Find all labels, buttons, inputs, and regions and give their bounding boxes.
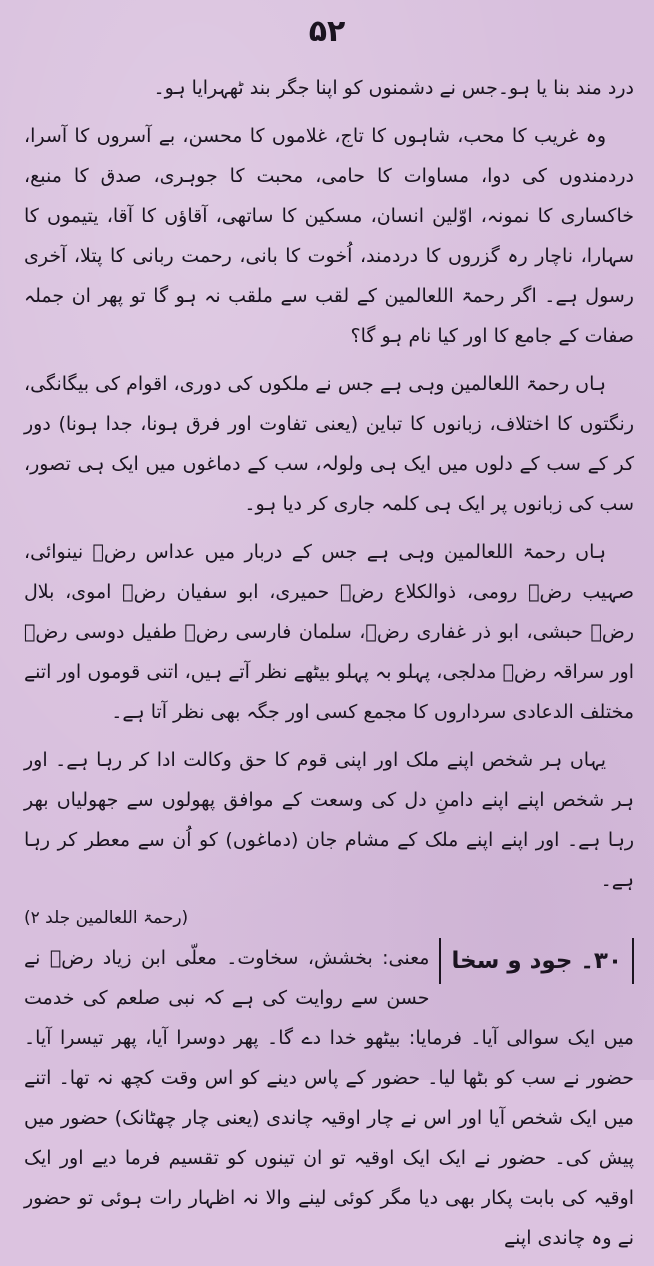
page-number: ۵۲: [308, 14, 346, 49]
citation: (رحمۃ اللعالمین جلد ۲): [24, 908, 189, 928]
page-content: [24, 68, 634, 1266]
section-text: معنی: بخشش، سخاوت۔ معلّی ابن زیاد رضؓ نے حسن سے روایت کی ہے کہ نبی صلعم کی خدمت میں ایک سوالی آیا۔ فرمایا: بیٹھو خدا دے گا۔ پھر دوسرا آیا، پھر تیسرا آیا۔ حضور نے سب کو بٹھا لیا۔ حضور کے پاس دینے کو اس وقت کچھ نہ تھا۔ اتنے میں ایک شخص آیا اور اس نے چار اوقیہ چاندی (یعنی چار چھٹانک) حضور میں پیش کی۔ حضور نے ایک ایک اوقیہ تو ان تینوں کو تقسیم فرما دیے اور ایک اوقیہ کی بابت پکار بھی دیا مگر کوئی لینے والا نہ اظہار رات ہوئی تو حضور نے وہ چاندی اپنے: [24, 947, 634, 1249]
section-jood-o-sakha: [24, 938, 634, 1266]
paragraph: درد مند بنا یا ہو۔جس نے دشمنوں کو اپنا جگر بند ٹھہرایا ہو۔: [153, 77, 634, 99]
section-heading: ۳۰۔ جود و سخا: [439, 938, 634, 984]
paragraph: یہاں ہر شخص اپنے ملک اور اپنی قوم کا حق وکالت ادا کر رہا ہے۔ اور ہر شخص اپنے اپنے دامنِ دل کی وسعت کے موافق پھولوں سے جھولیاں بھر رہا ہے۔ اور اپنے اپنے ملک کے مشام جان (دماغوں) کو اُن سے معطر کر رہا ہے۔: [24, 749, 634, 891]
paragraph: وہ غریب کا محب، شاہوں کا تاج، غلاموں کا محسن، بے آسروں کا آسرا، دردمندوں کی دوا، مساوات کا حامی، محبت کا جوہری، صدق کا منبع، خاکساری کا نمونہ، اوّلین انسان، مسکین کا ساتھی، آقاؤں کا آقا، یتیموں کا سہارا، ناچار رہ گزروں کا دردمند، اُخوت کا بانی، رحمت ربانی کا پتلا، آخری رسول ہے۔ اگر رحمۃ اللعالمین کے لقب سے ملقب نہ ہو گا تو پھر ان جملہ صفات کے جامع کا اور کیا نام ہو گا؟: [24, 125, 634, 347]
paragraph: ہاں رحمۃ اللعالمین وہی ہے جس نے ملکوں کی دوری، اقوام کی بیگانگی، رنگتوں کا اختلاف، زبانوں کا تباین (یعنی تفاوت اور فرق ہونا، جدا ہونا) دور کر کے سب کے دلوں میں ایک ہی ولولہ، سب کے دماغوں میں ایک ہی تصور، سب کی زبانوں پر ایک ہی کلمہ جاری کر دیا ہو۔: [24, 373, 634, 515]
paragraph: ہاں رحمۃ اللعالمین وہی ہے جس کے دربار میں عداس رضؓ نینوائی، صہیب رضؓ رومی، ذوالکلاع رضؓ حمیری، ابو سفیان رضؓ اموی، بلال رضؓ حبشی، ابو ذر غفاری رضؓ، سلمان فارسی رضؓ طفیل دوسی رضؓ اور سراقہ رضؓ مدلجی، پہلو بہ پہلو بیٹھے نظر آتے ہیں، اتنی قوموں اور اتنے مختلف الدعادی سرداروں کا مجمع کسی اور جگہ بھی نظر آتا ہے۔: [24, 541, 634, 723]
